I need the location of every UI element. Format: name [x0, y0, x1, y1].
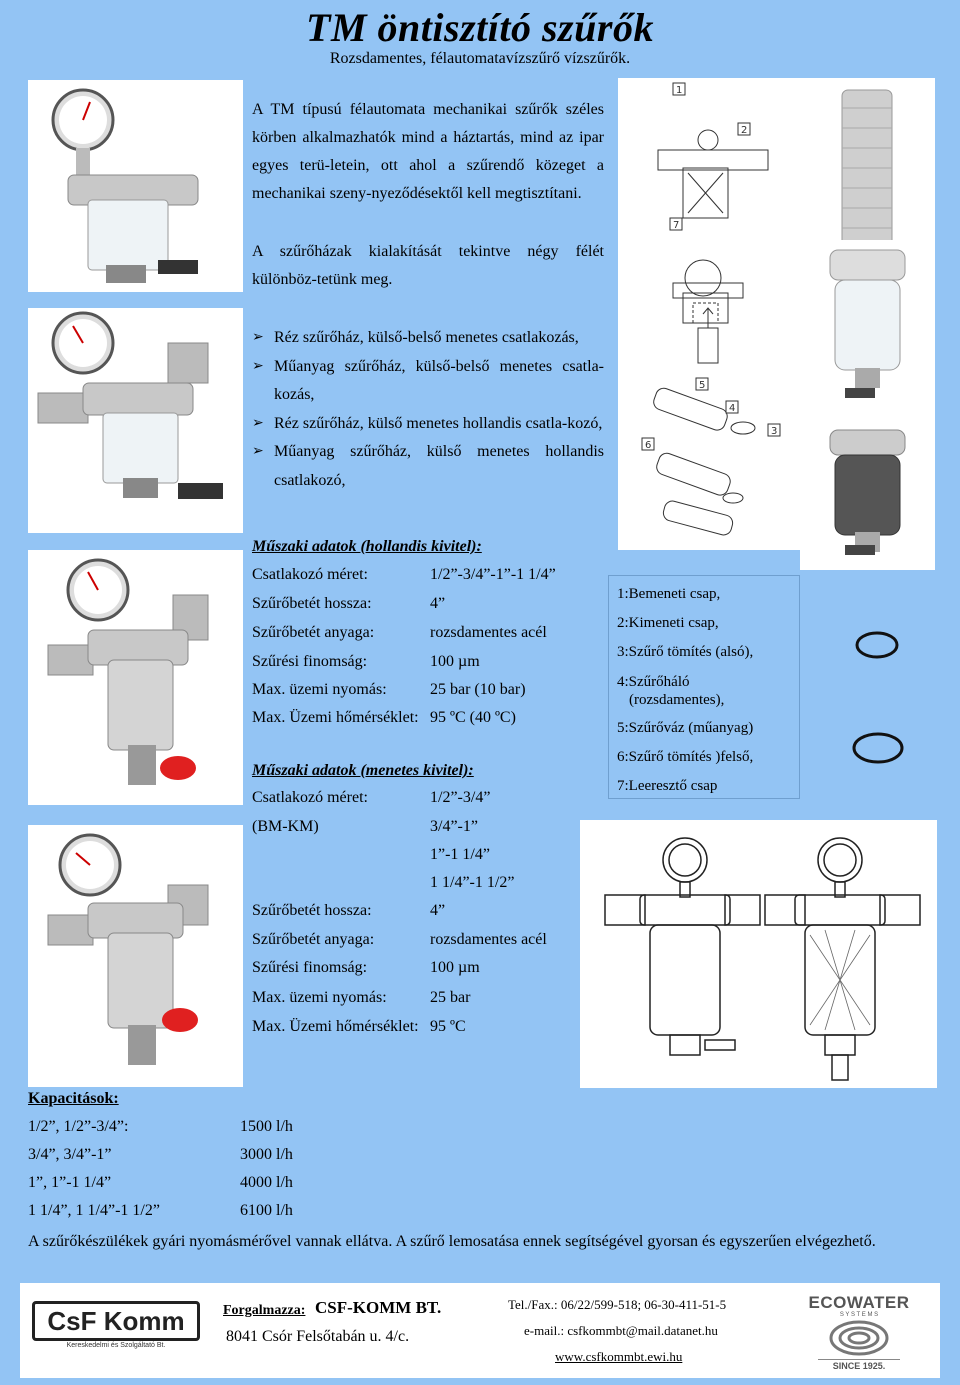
filter-photo-3 [28, 550, 243, 805]
list-item: ➢ Műanyag szűrőház, külső-belső menetes csatla-kozás, [252, 353, 604, 410]
spec-heading-hollandis: Műszaki adatok (hollandis kivitel): [252, 538, 482, 555]
capacity-heading: Kapacitások: [28, 1090, 119, 1107]
legend-item: 2:Kimeneti csap, [617, 615, 719, 631]
website-link[interactable]: www.csfkommbt.ewi.hu [555, 1349, 683, 1364]
spec-table-menetes: Csatlakozó méret: 1/2”-3/4” (BM-KM) 3/4”-1” 1”-1 1/4” 1 1/4”-1 1/2” Szűrőbetét hossza: 4” Szűrőbetét anyaga: rozsdamentes acél Szűrési finomság: 100 µm Max. üzemi nyomás: 25 bar Max. Üzemi hőmérséklet: 95 ºC [252, 789, 547, 1035]
ecowater-swirl-icon [829, 1320, 889, 1356]
legend-item: 5:Szűrőváz (műanyag) [617, 720, 754, 736]
distributor-label: Forgalmazza: [223, 1303, 306, 1318]
legend-item: 4:Szűrőháló [617, 674, 690, 690]
list-item: ➢ Réz szűrőház, külső menetes hollandis csatla-kozó, [252, 410, 604, 439]
diagram-number: 1 [676, 85, 683, 96]
arrow-bullet-icon: ➢ [252, 444, 264, 459]
exploded-diagram [618, 78, 800, 550]
filter-photo-4 [28, 825, 243, 1087]
legend-item: 7:Leeresztő csap [617, 778, 718, 794]
page-title: TM öntisztító szűrők [306, 5, 654, 50]
company-address: 8041 Csór Felsőtabán u. 4/c. [226, 1328, 410, 1345]
spec-table-hollandis: Csatlakozó méret: 1/2”-3/4”-1”-1 1/4” Szűrőbetét hossza: 4” Szűrőbetét anyaga: rozsdamentes acél Szűrési finomság: 100 µm Max. üzemi nyomás: 25 bar (10 bar) Max. Üzemi hőmérséklet: 95 ºC (40 ºC) [252, 566, 556, 726]
arrow-bullet-icon: ➢ [252, 415, 264, 431]
phone-fax: Tel./Fax.: 06/22/599-518; 06-30-411-51-5 [508, 1297, 727, 1312]
footer [20, 1283, 940, 1378]
spec-heading-menetes: Műszaki adatok (menetes kivitel): [252, 762, 474, 779]
oring-icon [852, 625, 902, 665]
filter-photo-2 [28, 308, 243, 533]
diagram-number: 3 [771, 426, 778, 437]
diagram-number: 7 [673, 220, 680, 231]
filter-line-drawings [580, 820, 937, 1088]
ecowater-logo: ECOWATER S Y S T E M S SINCE 1925. [808, 1293, 910, 1371]
csf-logo: CsF Komm Kereskedelmi és Szolgáltató Bt. [32, 1301, 200, 1351]
email-link[interactable]: e-mail.: csfkommbt@mail.datanet.hu [524, 1323, 718, 1338]
legend-item: 6:Szűrő tömítés )felső, [617, 749, 754, 765]
diagram-number: 5 [699, 380, 706, 391]
list-item: ➢ Réz szűrőház, külső-belső menetes csatlakozás, [252, 324, 604, 353]
legend-item: 1:Bemeneti csap, [617, 586, 721, 602]
capacity-note: A szűrőkészülékek gyári nyomásmérővel vannak ellátva. A szűrő lemosatása ennek segítségével gyorsan és egyszerűen elvégezhető. [28, 1233, 876, 1250]
parts-legend [608, 575, 800, 799]
intro-paragraph-2: A szűrőházak kialakítását tekintve négy félét különböz-tetünk meg. [252, 243, 604, 288]
capacity-table: 1/2”, 1/2”-3/4”: 1500 l/h 3/4”, 3/4”-1” 3000 l/h 1”, 1”-1 1/4” 4000 l/h 1 1/4”, 1 1/4”-1 1/2” 6100 l/h [28, 1118, 293, 1219]
legend-item: (rozsdamentes), [629, 692, 725, 708]
diagram-number: 6 [645, 440, 652, 451]
diagram-number: 2 [741, 125, 748, 136]
bowl-parts-photo [800, 240, 935, 570]
page-subtitle: Rozsdamentes, félautomatavízszűrő vízszűrők. [329, 50, 631, 67]
intro-paragraph-1: A TM típusú félautomata mechanikai szűrők széles körben alkalmazhatók mind a háztartás, mind az ipar egyes terü-letein, ott ahol a szűrendő közeget a mechanikai szeny-nyeződésektől kell megtisztítani. [252, 101, 604, 202]
filter-photo-1 [28, 80, 243, 292]
oring-icon [848, 728, 908, 768]
legend-item: 3:Szűrő tömítés (alsó), [617, 644, 754, 660]
diagram-number: 4 [729, 403, 736, 414]
list-item: ➢ Műanyag szűrőház, külső menetes hollandis csatlakozó, [252, 438, 604, 495]
arrow-bullet-icon: ➢ [252, 330, 264, 345]
company-name: CSF-KOMM BT. [315, 1298, 442, 1317]
arrow-bullet-icon: ➢ [252, 358, 264, 374]
housing-types-list [252, 324, 604, 495]
